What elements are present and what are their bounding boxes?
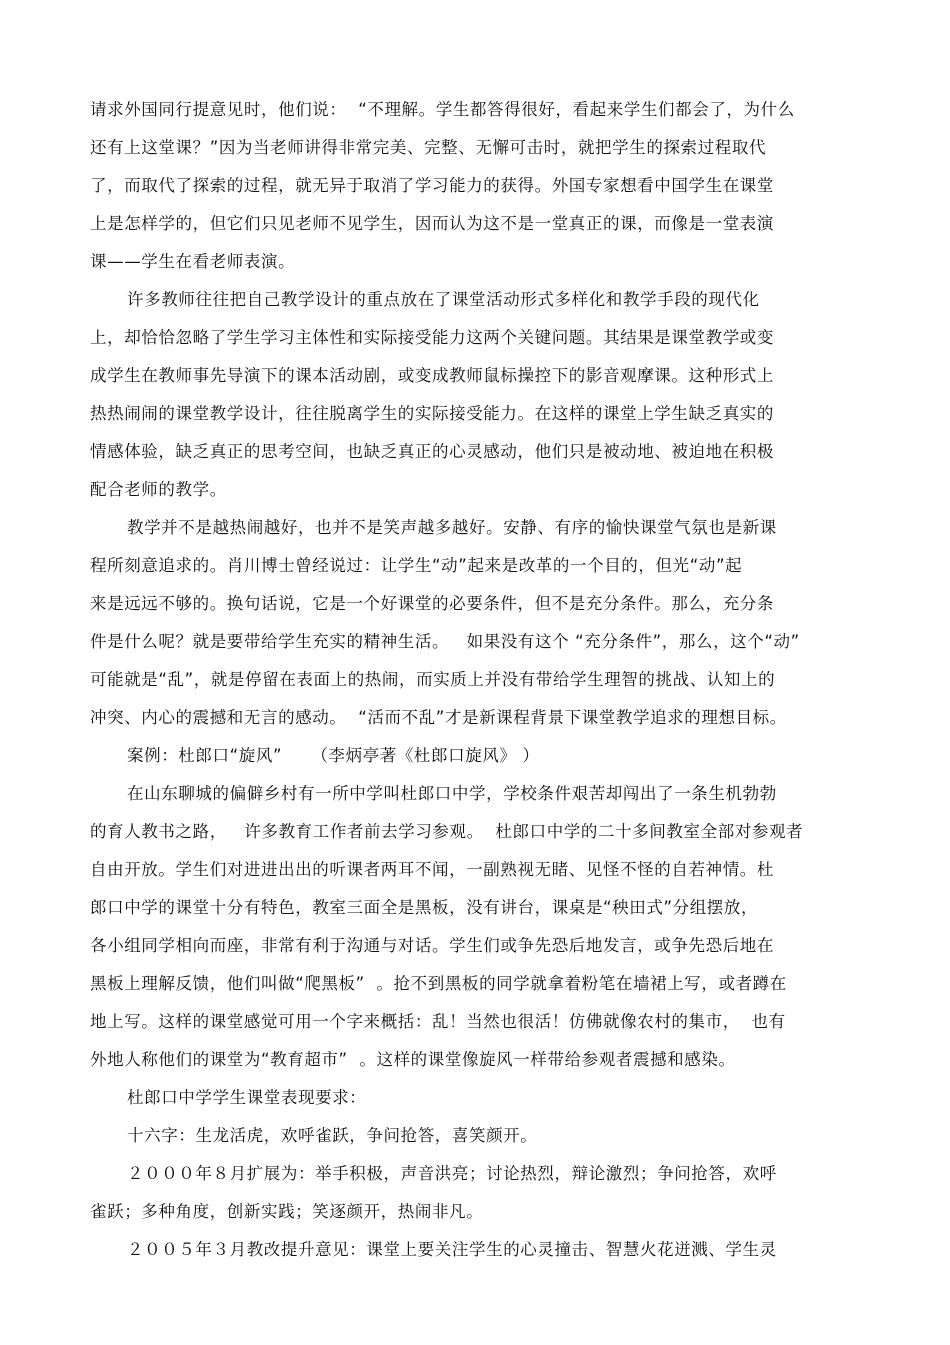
text-line: 请求外国同行提意见时，他们说： “不理解。学生都答得很好，看起来学生们都会了，为什么 <box>90 100 795 119</box>
paragraph-first-line: 十六字：生龙活虎，欢呼雀跃，争问抢答，喜笑颜开。 <box>127 1126 538 1145</box>
text-line: 成学生在教师事先导演下的课本活动剧，或变成教师鼠标操控下的影音观摩课。这种形式上 <box>90 366 774 385</box>
text-line: 上是怎样学的，但它们只见老师不见学生，因而认为这不是一堂真正的课，而像是一堂表演 <box>90 214 774 233</box>
text-line: 可能就是“乱”，就是停留在表面上的热闹，而实质上并没有带给学生理智的挑战、认知上的 <box>90 670 776 689</box>
case-heading: 案例：杜郎口“旋风” （李炳亭著《杜郎口旋风》 ） <box>127 746 540 765</box>
paragraph-first-line: 教学并不是越热闹越好，也并不是笑声越多越好。安静、有序的愉快课堂气氛也是新课 <box>127 518 777 537</box>
paragraph-first-line: 许多教师往往把自己教学设计的重点放在了课堂活动形式多样化和教学手段的现代化 <box>127 290 760 309</box>
text-line: 自由开放。学生们对进进出出的听课者两耳不闻，一副熟视无睹、见怪不怪的自若神情。杜 <box>90 860 774 879</box>
text-line: 还有上这堂课？”因为当老师讲得非常完美、完整、无懈可击时，就把学生的探索过程取代 <box>90 138 767 157</box>
text-line: 外地人称他们的课堂为“教育超市” 。这样的课堂像旋风一样带给参观者震撼和感染。 <box>90 1050 736 1069</box>
text-line: 上，却恰恰忽略了学生学习主体性和实际接受能力这两个关键问题。其结果是课堂教学或变 <box>90 328 774 347</box>
text-line: 郎口中学的课堂十分有特色，教室三面全是黑板，没有讲台，课桌是“秧田式”分组摆放， <box>90 898 759 917</box>
text-line: 了，而取代了探索的过程，就无异于取消了学习能力的获得。外国专家想看中国学生在课堂 <box>90 176 774 195</box>
paragraph-first-line: ２００５年３月教改提升意见：课堂上要关注学生的心灵撞击、智慧火花迸溅、学生灵 <box>127 1240 777 1259</box>
text-line: 地上写。这样的课堂感觉可用一个字来概括：乱！当然也很活！仿佛就像农村的集市， 也有 <box>90 1012 786 1031</box>
text-line: 的育人教书之路， 许多教育工作者前去学习参观。 杜郎口中学的二十多间教室全部对参观者 <box>90 822 804 841</box>
text-line: 配合老师的教学。 <box>90 480 227 499</box>
text-line: 黑板上理解反馈，他们叫做“爬黑板” 。抢不到黑板的同学就拿着粉笔在墙裙上写，或者蹲在 <box>90 974 787 993</box>
text-line: 情感体验，缺乏真正的思考空间，也缺乏真正的心灵感动，他们只是被动地、被迫地在积极 <box>90 442 774 461</box>
paragraph-first-line: 杜郎口中学学生课堂表现要求： <box>127 1088 367 1107</box>
text-line: 来是远远不够的。换句话说，它是一个好课堂的必要条件，但不是充分条件。那么，充分条 <box>90 594 774 613</box>
text-line: 程所刻意追求的。肖川博士曾经说过：让学生“动”起来是改革的一个目的，但光“动”起 <box>90 556 743 575</box>
paragraph-first-line: ２０００年８月扩展为：举手积极，声音洪亮；讨论热烈，辩论激烈；争问抢答，欢呼 <box>127 1164 777 1183</box>
text-line: 课——学生在看老师表演。 <box>90 252 296 271</box>
text-line: 件是什么呢？就是要带给学生充实的精神生活。 如果没有这个 “充分条件”，那么，这个“动” <box>90 632 800 651</box>
text-line: 冲突、内心的震撼和无言的感动。 “活而不乱”才是新课程背景下课堂教学追求的理想目标。 <box>90 708 787 727</box>
text-line: 各小组同学相向而座，非常有利于沟通与对话。学生们或争先恐后地发言，或争先恐后地在 <box>90 936 774 955</box>
text-line: 热热闹闹的课堂教学设计，往往脱离学生的实际接受能力。在这样的课堂上学生缺乏真实的 <box>90 404 774 423</box>
paragraph-first-line: 在山东聊城的偏僻乡村有一所中学叫杜郎口中学，学校条件艰苦却闯出了一条生机勃勃 <box>127 784 777 803</box>
text-line: 雀跃；多种角度，创新实践；笑逐颜开，热闹非凡。 <box>90 1202 484 1221</box>
